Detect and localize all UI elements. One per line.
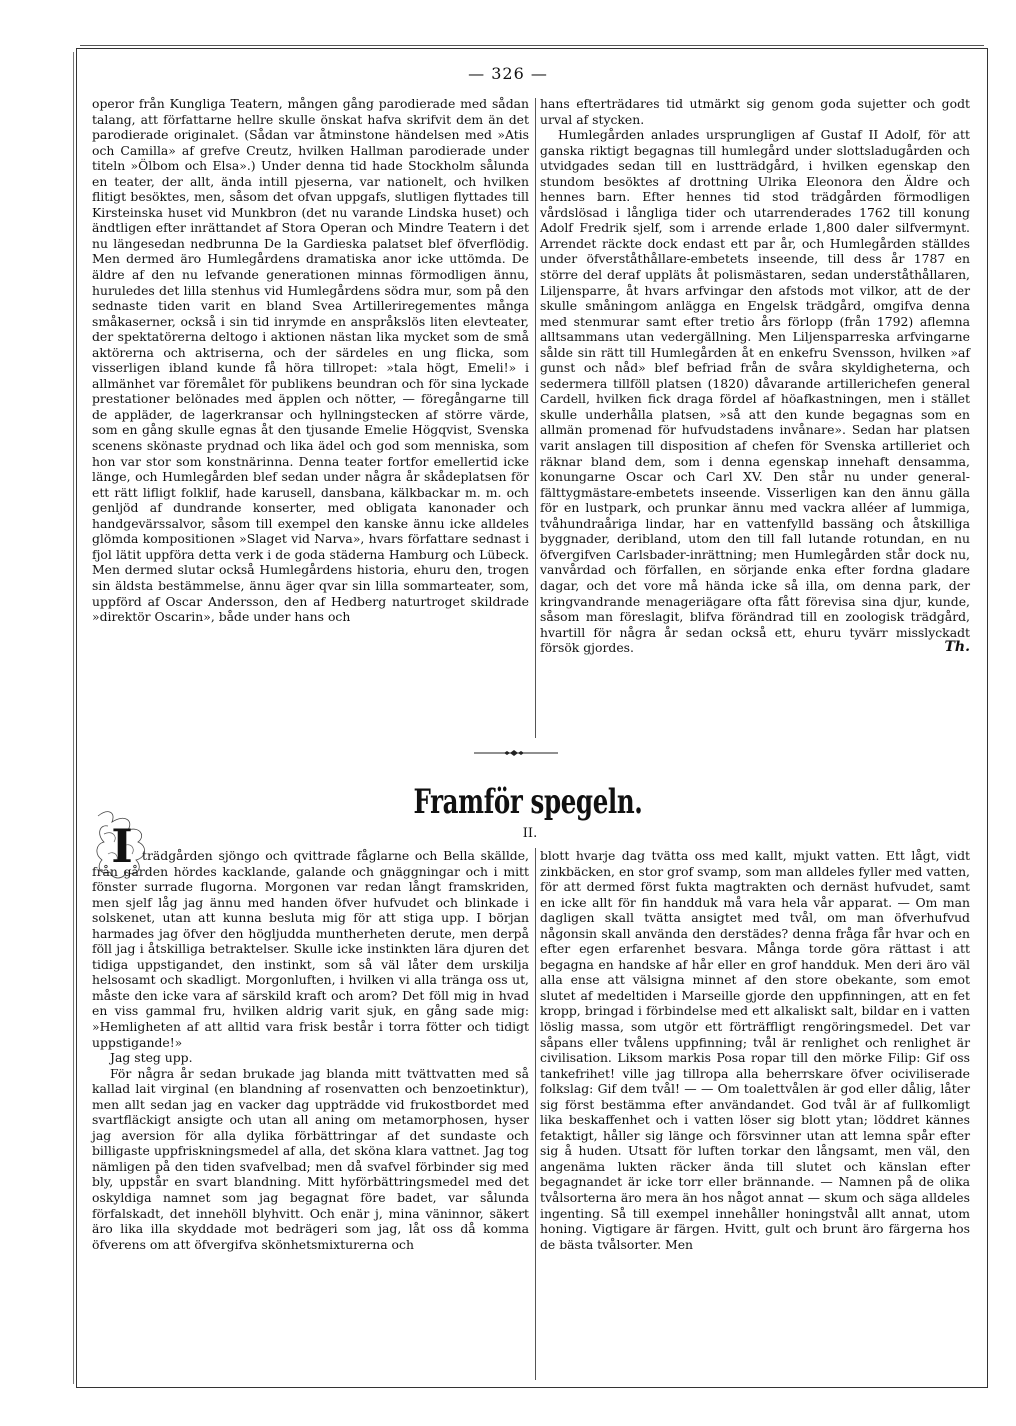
article1-left-column — [92, 96, 529, 625]
page-number: — 326 — — [468, 64, 548, 83]
article2-left-para: För några år sedan brukade jag blanda mitt tvättvatten med så kallad lait virginal (en blandning af rosenvatten och benzoetinktur), men allt sedan jag en vacker dag uppträdde vid frukostbordet med svartfläckigt ansigte och utan all aning om metamorphosen, hyser jag aversion för alla dylika förbättringar af det sundaste och billigaste uppfriskningsmedel af alla, det sköna klara vattnet. Jag tog nämligen på den tiden svafvelbad; men då svafvel förbinder sig med bly, uppstår en svart blandning. Mitt hyförbättringsmedel med det oskyldiga namnet som jag begagnat före badet, var sålunda förfalskadt, det innehöll blyhvitt. Och enär j, mina väninnor, säkert äro lika illa skyddade mot bedrägeri som jag, låt oss då komma öfverens om att öfvergifva skönhetsmixturerna och — [92, 1065, 529, 1252]
article1-left-para: operor från Kungliga Teatern, mången gång parodierade med sådan talang, att författarne hellre skulle önskat hafva skrifvit dem än det parodierade originalet. (Sådan var åtminstone händelsen med »Atis och Camilla» af grefve Creutz, hvilken Hallman parodierade under titeln »Ölbom och Elsa».) Under denna tid hade Stockholm sålunda en teater, der allt, ända intill pjeserna, var nationelt, och hvilken flitigt besöktes, men, såsom det ofvan uppgafs, slutligen flyttades till Kirsteinska huset vid Munkbron (det nu varande Lindska huset) och ändtligen efter inrättandet af Stora Operan och Mindre Teatern i det nu längesedan nedbrunna De la Gardieska palatset blef öfverflödig. Men dermed äro Humlegårdens dramatiska anor icke uttömda. De äldre af den nu lefvande generationen minnas förmodligen ännu, huruledes det lilla stenhus vid Humlegårdens södra mur, som på den sednaste tiden varit en bland Svea Artilleriregementes många småkaserner, också i sin tid inrymde en anspråkslös liten elevteater, der spektatörerna deltogo i aktionen nästan lika mycket som de små aktörerna och aktriserna, och der särdeles en ung flicka, som visserligen ibland kunde få höra tillropet: »tala högt, Emeli!» i allmänhet var föremålet för publikens beundran och för sina lyckade prestationer belönades med äpplen och nötter, — föregångarne till de appläder, de lagerkransar och hyllningstecken af större värde, som en gång skulle egnas åt den tjusande Emelie Högqvist, Svenska scenens skönaste prydnad och lika ädel och god som menniska, som hon var stor som konstnärinna. Denna teater fortfor emellertid icke länge, och Humlegården blef sedan under några år skådeplatsen för ett rätt lifligt folklif, hade karusell, dansbana, kälkbackar m. m. och genljöd af dundrande konserter, med obligata kanonader och handgevärssalvor, såsom till exempel den kanske ännu icke alldeles glömda kompositionen »Slaget vid Narva», hvars författare sednast i fjol lätit uppföra detta verk i de goda städerna Hamburg och Lübeck. Men dermed slutar också Humlegårdens historia, ehuru den, trogen sin äldsta bestämmelse, ännu äger qvar sin lilla sommarteater, som, uppförd af Oscar Andersson, den af Hedberg naturtroget skildrade »direktör Oscarin», både under hans och — [92, 96, 529, 625]
article2-right-para: blott hvarje dag tvätta oss med kallt, mjukt vatten. Ett lågt, vidt zinkbäcken, en stor grof svamp, som man alldeles fyller med vatten, för att dermed först fukta magtrakten och dernäst hufvudet, samt en icke allt för fin handduk må vara hela vår apparat. — Om man dagligen skall tvätta ansigtet med tvål, om man öfverhufvud någonsin skall använda den derstädes? denna fråga får hvar och en efter egen erfarenhet besvara. Många torde göra rättast i att begagna en handske af hår eller en grof handduk. Men deri äro väl alla ense att välsigna minnet af den store obekante, som emot slutet af medeltiden i Marseille gjorde den uppfinningen, att en fet kropp, bringad i förbindelse med ett alkaliskt salt, bildar en i vatten löslig massa, som utgör ett förträffligt rengöringsmedel. Det var såpans eller tvålens uppfinning; tvål är renlighet och renlighet är civilisation. Liksom markis Posa ropar till den mörke Filip: Gif oss tankefrihet! ville jag tillropa alla beherrskare öfver ociviliserade folkslag: Gif dem tvål! — — Om toalettvålen är god eller dålig, låter sig först bestämma efter användandet. God tvål är af fullkomligt lika beskaffenhet och i vatten löser sig blott ytan; löddret kännes fetaktigt, håller sig länge och försvinner utan att lemna spår efter sig å huden. Utsatt för luften torkar den långsamt, men väl, den angenäma lukten räcker ända till slutet och känslan efter begagnandet är icke torr eller brännande. — Namnen på de olika tvålsorterna äro mera än hos något annat — skum och säga alldeles ingenting. Så till exempel innehåller honingstvål allt annat, utom honing. Vigtigare är färgen. Hvitt, gult och brunt äro färgerna hos de bästa tvålsorter. Men — [540, 848, 970, 1252]
column-rule-bottom — [535, 848, 536, 1380]
article1-right-para-text: Humlegården anlades ursprungligen af Gustaf II Adolf, för att ganska riktigt begagnas till humlegård under slottsladugården och utvidgades sedan till en lustträdgård, i hvilken egenskap den stundom besöktes af drottning Ulrika Eleonora den Äldre och hennes barn. Efter hennes tid stod trädgården förmodligen vårdslösad i långliga tider och utarrenderades 1762 till konung Adolf Fredrik sjelf, som i arrende erlade 1,800 daler silfvermynt. Arrendet räckte dock endast ett par år, och Humlegården ställdes under öfverståthållare-embetets inseende, till dess år 1787 en större del deraf uppläts åt polismästaren, sedan underståthållaren, Liljensparre, åt hvars arfvingar den afstods mot vilkor, att de der skulle småningom anlägga en Engelsk trädgård, omgifva denna med stenmurar samt efter tretio års förlopp (från 1792) aflemna alltsammans utan vedergällning. Men Liljensparreska arfvingarne sålde sin rätt till Humlegården åt en enkefru Svensson, hvilken »af gunst och nåd» blef befriad från de svåra skyldigheterna, och sedermera tillföll platsen (1820) dåvarande artillerichefen general Cardell, hvilken fick draga fördel af höafkastningen, men i stället skulle underhålla platsen, »så att den kunde begagnas som en allmän promenad för hufvudstadens invånare». Sedan har platsen varit anslagen till disposition af chefen för Svenska artilleriet och räknar bland dem, som i denna egenskap innehaft densamma, konungarne Oscar och Carl XV. Den står nu under general-fälttygmästare-embetets inseende. Visserligen kan den ännu gälla för en lustpark, och prunkar ännu med vackra alléer af lummiga, tvåhundraåriga lindar, har en vattenfylld bassäng och åtskilliga byggnader, deribland, utom den till fall lutande rotundan, en nu öfvergifven Carlsbader-inrättning; men Humlegården står dock nu, vanvårdad och förfallen, en sörjande enka efter fordna gladare dagar, och det vore må hända icke så illa, om denna park, der kringvandrande menageriägare ofta fått förevisa sina djur, kunde, såsom man föreslagit, blifva förändrad till en zoologisk trädgård, hvartill för några år sedan också ett, ehuru tyvärr misslyckadt försök gjordes. — [540, 127, 970, 656]
article1-right-para: hans efterträdares tid utmärkt sig genom goda sujetter och godt urval af stycken. — [540, 96, 970, 127]
ornament-divider — [474, 748, 558, 758]
article2-left-column — [92, 848, 529, 1252]
article2-left-para: Jag steg upp. — [110, 1050, 193, 1066]
article2-left-para: trädgården sjöngo och qvittrade fåglarne och Bella skällde, från gården hördes kacklande, galande och gnäggningar och i mitt fönster surrade flugorna. Morgonen var redan långt framskriden, men sjelf låg jag ännu med handen öfver hufvudet och blinkade i solskenet, utan att kunna besluta mig för att stiga upp. I början harmades jag öfver den högljudda muntherheten derute, men derpå föll jag i åtskilliga betraktelser. Skulle icke instinkten lära djuren det tidiga uppstigandet, den instinkt, som så väl låter dem urskilja helsosamt och skadligt. Morgonluften, i hvilken vi alla tränga oss ut, måste den icke vara af särskild kraft och arom? Det föll mig in hvad en viss gammal fru, hvilken aldrig varit sjuk, en gång sade mig: »Hemligheten af att alltid vara frisk består i torra fötter och tidigt uppstigande!» — [92, 848, 529, 1050]
article-signature: Th. — [944, 639, 970, 656]
article-title: Framför spegeln. — [413, 782, 643, 822]
article1-right-para — [540, 127, 970, 656]
article2-right-column — [540, 848, 970, 1252]
article-part-number: II. — [522, 826, 538, 841]
initial-letter: I — [111, 819, 133, 873]
article1-right-column — [540, 96, 970, 656]
column-rule-top — [535, 98, 536, 738]
